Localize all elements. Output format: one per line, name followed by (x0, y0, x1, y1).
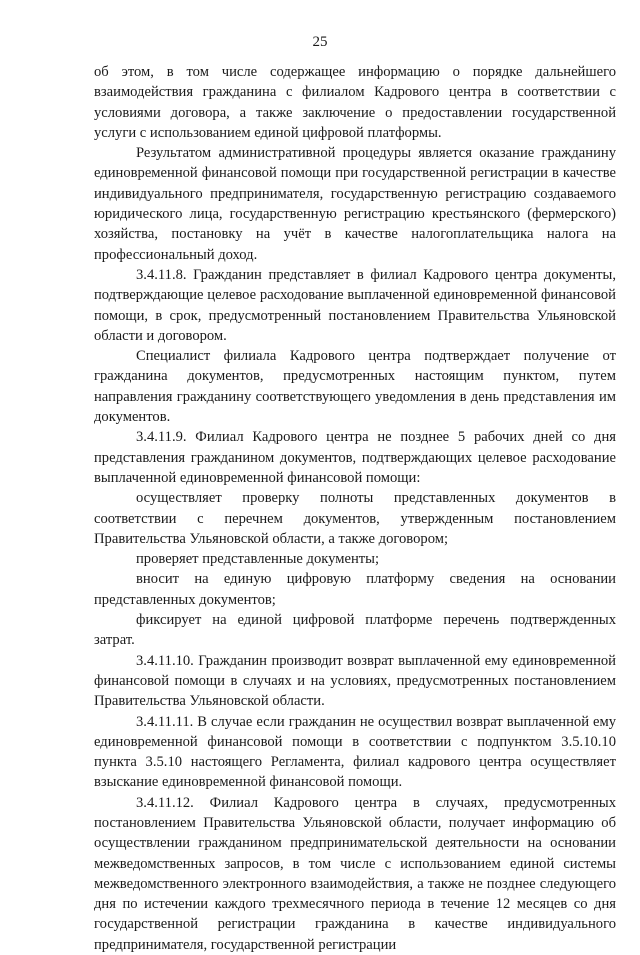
paragraph-8: вносит на единую цифровую платформу сведения на основании представленных документов; (94, 571, 616, 608)
document-body (94, 62, 616, 955)
paragraph-7: проверяет представленные документы; (136, 551, 380, 568)
paragraph-11: 3.4.11.11. В случае если гражданин не осуществил возврат выплаченной ему единовременной финансовой помощи в соответствии с подпунктом 3.5.10.10 пункта 3.5.10 настоящего Регламента, филиал кадрового центра осуществляет взыскание единовременной финансовой помощи. (94, 713, 616, 791)
paragraph-5: 3.4.11.9. Филиал Кадрового центра не позднее 5 рабочих дней со дня представления гражданином документов, подтверждающих целевое расходование выплаченной единовременной финансовой помощи: (94, 429, 616, 486)
paragraph-2: Результатом административной процедуры является оказание гражданину единовременной финансовой помощи при государственной регистрации в качестве индивидуального предпринимателя, государственную регистрацию создаваемого юридического лица, государственную регистрацию крестьянского (фермерского) хозяйства, постановку на учёт в качестве налогоплательщика налога на профессиональный доход. (94, 145, 616, 263)
page-number: 25 (312, 34, 328, 50)
paragraph-3: 3.4.11.8. Гражданин представляет в филиал Кадрового центра документы, подтверждающие целевое расходование выплаченной единовременной финансовой помощи, в срок, предусмотренный постановлением Правительства Ульяновской области и договором. (94, 266, 616, 344)
paragraph-1: об этом, в том числе содержащее информацию о порядке дальнейшего взаимодействия гражданина с филиалом Кадрового центра в соответствии с условиями договора, а также заключение о предоставлении государственной услуги с использованием единой цифровой платформы. (94, 64, 616, 141)
paragraph-6: осуществляет проверку полноты представленных документов в соответствии с перечнем документов, утвержденным постановлением Правительства Ульяновской области, а также договором; (94, 490, 616, 547)
paragraph-4: Специалист филиала Кадрового центра подтверждает получение от гражданина документов, предусмотренных настоящим пунктом, путем направления гражданину соответствующего уведомления в день представления им документов. (94, 348, 616, 426)
paragraph-9: фиксирует на единой цифровой платформе перечень подтвержденных затрат. (94, 612, 616, 649)
paragraph-12: 3.4.11.12. Филиал Кадрового центра в случаях, предусмотренных постановлением Правительства Ульяновской области, получает информацию об осуществлении гражданином предпринимательской деятельности на основании межведомственных запросов, в том числе с использованием единой системы межведомственного электронного взаимодействия, а также не позднее следующего дня по истечении каждого трехмесячного периода в течение 12 месяцев со дня государственной регистрации гражданина в качестве индивидуального предпринимателя, государственной регистрации (94, 794, 616, 953)
paragraph-10: 3.4.11.10. Гражданин производит возврат выплаченной ему единовременной финансовой помощи в случаях и на условиях, предусмотренных постановлением Правительства Ульяновской области. (94, 652, 616, 710)
